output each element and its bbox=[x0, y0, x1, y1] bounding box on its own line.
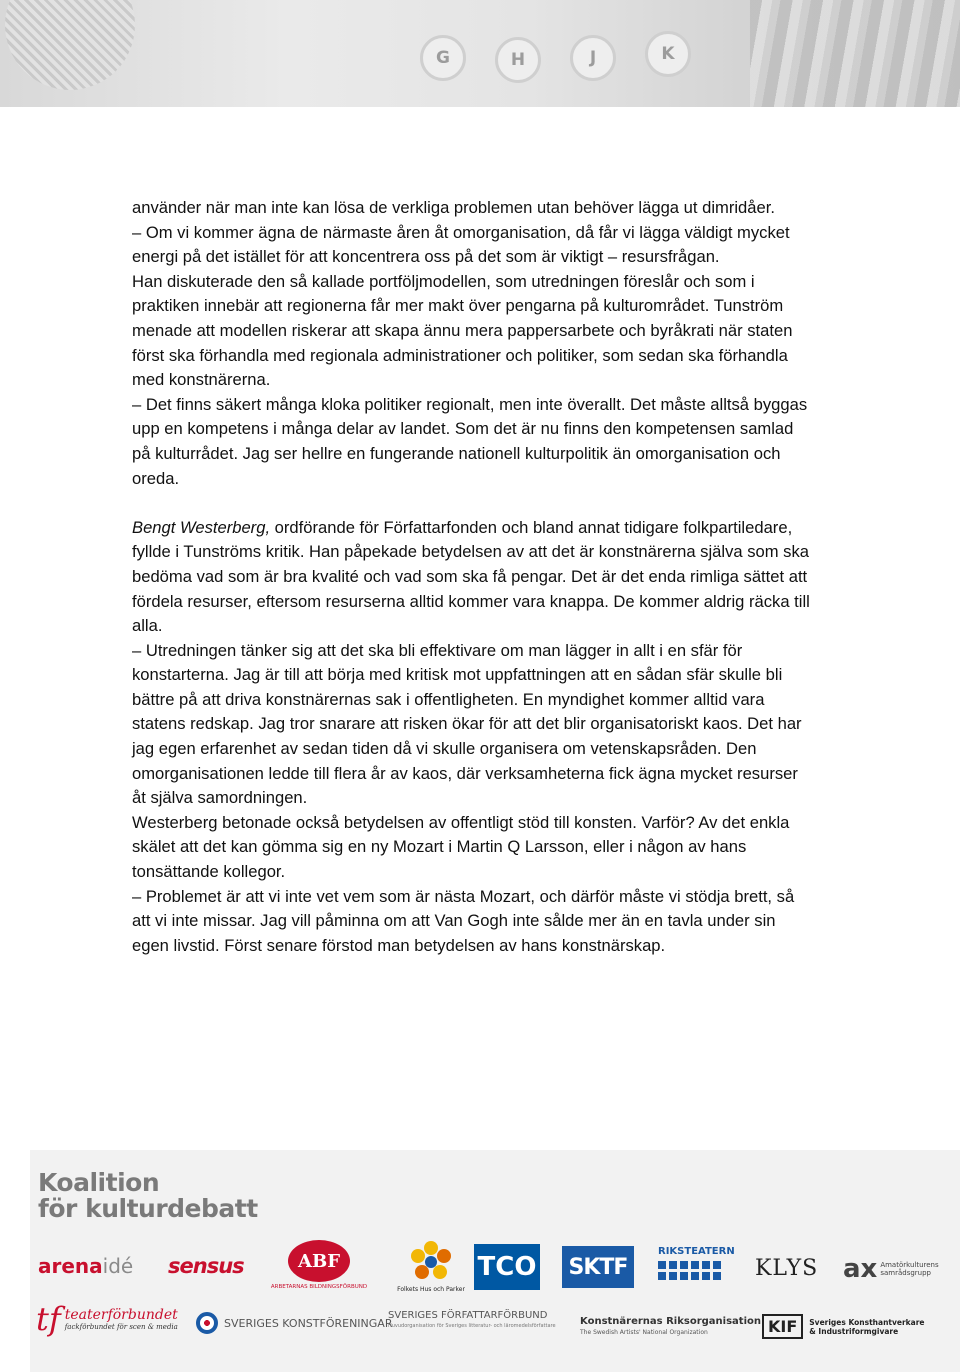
logo-text: arena bbox=[38, 1254, 103, 1278]
kif-line: & Industriformgivare bbox=[809, 1326, 899, 1336]
paint-brushes-graphic bbox=[750, 0, 960, 107]
ax-caption: Amatörkulturens samrådsgrupp bbox=[880, 1261, 939, 1277]
konstforeningar-logo bbox=[196, 1312, 392, 1334]
coalition-logo bbox=[38, 1170, 258, 1222]
article-body bbox=[132, 196, 812, 958]
riksteatern-title: RIKSTEATERN bbox=[658, 1246, 735, 1257]
sktf-logo: SKTF bbox=[562, 1246, 634, 1288]
paragraph bbox=[132, 516, 812, 639]
kif-logo bbox=[762, 1314, 925, 1339]
paragraph: – Utredningen tänker sig att det ska bli effektivare om man lägger in allt i en sfär för konstarterna. Jag är till att börja med kritisk mot uppfattningen att en sådan sfär skulle bli bättre på att driva konstnärernas sak i offentligheten. En myndighet kommer alltid vara statens redskap. Jag tror snarare att risken ökar för att det blir organisatoriskt kaos. Det har jag egen erfarenhet av sedan tiden då vi skulle organisera om vetenskapsråden. Den omorganisationen ledde till flera år av kaos, där verksamheterna fick ägna mycket resurser åt själva samordningen. bbox=[132, 640, 802, 808]
folkets-caption: Folkets Hus och Parker bbox=[397, 1286, 465, 1293]
kro-name: Konstnärernas Riksorganisation bbox=[580, 1316, 761, 1327]
typewriter-key: J bbox=[570, 35, 616, 81]
flower-icon bbox=[409, 1240, 453, 1284]
microphone-graphic bbox=[5, 0, 135, 90]
ax-mark: ax bbox=[843, 1254, 878, 1284]
paragraph: Westerberg betonade också betydelsen av offentligt stöd till konsten. Varför? Av det enkla skälet att det kan gömma sig en ny Mozart i Martin Q Larsson, eller i någon av hans tonsättande kollegor. bbox=[132, 812, 790, 882]
teaterforbundet-text bbox=[65, 1307, 178, 1331]
ax-logo bbox=[843, 1254, 940, 1284]
abf-caption: ARBETARNAS BILDNINGSFÖRBUND bbox=[270, 1284, 368, 1290]
kif-line: Sveriges Konsthantverkare bbox=[809, 1317, 925, 1327]
paragraph: – Problemet är att vi inte vet vem som är nästa Mozart, och därför måste vi stödja brett, så att vi inte missar. Jag vill påminna om att Van Gogh inte sålde mer än en tavla under sin egen livstid. Först senare förstod man betydelsen av hans konstnärskap. bbox=[132, 886, 795, 955]
person-name: Bengt Westerberg, bbox=[132, 517, 271, 537]
paragraph: använder när man inte kan lösa de verkliga problemen utan behöver lägga ut dimridåer. bbox=[132, 198, 775, 217]
teaterforbundet-sub: fackförbundet för scen & media bbox=[64, 1323, 178, 1331]
header-banner bbox=[0, 0, 960, 107]
kro-sub: The Swedish Artists' National Organization bbox=[580, 1329, 708, 1336]
riksteatern-logo bbox=[658, 1246, 735, 1280]
forfattarforbund-name: SVERIGES FÖRFATTARFÖRBUND bbox=[388, 1310, 548, 1321]
abf-logo bbox=[268, 1240, 370, 1290]
teaterforbundet-name: teaterförbundet bbox=[64, 1307, 178, 1323]
logo-text: idé bbox=[102, 1254, 134, 1278]
forfattarforbund-logo bbox=[388, 1310, 556, 1329]
tf-mark: tf bbox=[36, 1300, 61, 1338]
arena-ide-logo bbox=[38, 1254, 133, 1278]
coalition-line: för kulturdebatt bbox=[38, 1194, 258, 1223]
kif-mark: KIF bbox=[762, 1314, 803, 1339]
kro-logo bbox=[580, 1316, 761, 1336]
paragraph: – Det finns säkert många kloka politiker regionalt, men inte överallt. Det måste alltså byggas upp en kompetens i många delar av landet. Som det är nu finns den kompetensen samlad på kulturrådet. Jag ser hellre en fungerande nationell kulturpolitik än omorganisation och oreda. bbox=[132, 394, 808, 488]
typewriter-keys-graphic bbox=[380, 0, 740, 95]
forfattarforbund-sub: Huvudorganisation för Sveriges litteratur- och läromedelsförfattare bbox=[388, 1323, 556, 1329]
kif-text bbox=[809, 1318, 924, 1336]
sensus-logo: sensus bbox=[168, 1254, 244, 1278]
coalition-line: Koalition bbox=[38, 1168, 160, 1197]
paragraph-gap bbox=[132, 491, 812, 516]
typewriter-key: H bbox=[495, 37, 541, 83]
typewriter-key: G bbox=[420, 35, 466, 81]
abf-badge: ABF bbox=[288, 1240, 350, 1282]
riksteatern-pattern bbox=[658, 1261, 721, 1280]
folkets-hus-logo bbox=[398, 1240, 464, 1293]
klys-logo: KLYS bbox=[755, 1256, 819, 1281]
tco-logo: TCO bbox=[474, 1244, 540, 1290]
circle-icon bbox=[196, 1312, 218, 1334]
paragraph: – Om vi kommer ägna de närmaste åren åt omorganisation, då får vi lägga väldigt mycket energi på det istället för att koncentrera oss på det som är viktigt – resursfrågan. bbox=[132, 222, 790, 267]
typewriter-key: K bbox=[645, 31, 691, 77]
paragraph-text: ordförande för Författarfonden och bland annat tidigare folkpartiledare, fyllde i Tunströms kritik. Han påpekade betydelsen av att det är konstnärerna själva som ska bedöma vad som är bra kvalité och vad som ska få pengar. Det är det enda rimliga sättet att fördela resurser, eftersom resurserna alltid kommer vara knappa. De kommer aldrig räcka till alla. bbox=[132, 517, 810, 636]
paragraph: Han diskuterade den så kallade portföljmodellen, som utredningen föreslår och som i praktiken innebär att regionerna får mer makt över pengarna på kulturområdet. Tunström menade att modellen riskerar att skapa ännu mera pappersarbete och byråkrati när staten först ska förhandla med regionala administrationer och politiker, som sedan ska förhandla med konstnärerna. bbox=[132, 271, 793, 390]
teaterforbundet-logo bbox=[36, 1300, 178, 1338]
konstforeningar-name: SVERIGES KONSTFÖRENINGAR bbox=[224, 1316, 393, 1330]
